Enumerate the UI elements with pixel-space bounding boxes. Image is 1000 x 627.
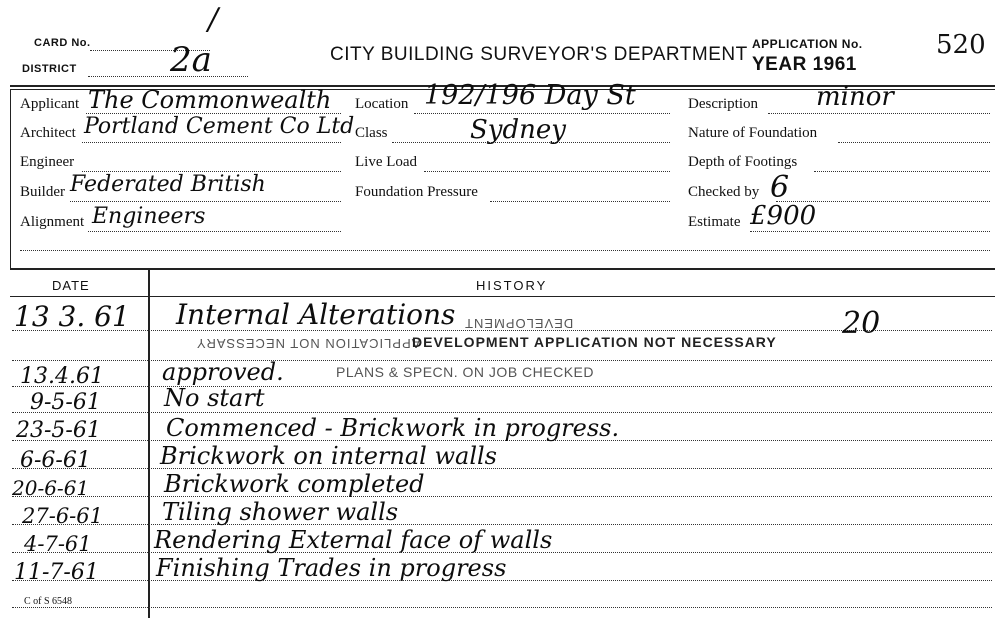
alignment-value: Engineers (92, 204, 206, 229)
history-date: 27-6-61 (22, 504, 103, 528)
description-value: minor (816, 82, 894, 112)
description-line (768, 113, 990, 114)
stamp-plans-checked: PLANS & SPECN. ON JOB CHECKED (336, 364, 595, 380)
card-no-label: CARD No. (34, 37, 91, 49)
architect-value: Portland Cement Co Ltd (84, 114, 355, 139)
estimate-label: Estimate (688, 214, 741, 230)
history-top-rule (10, 268, 995, 270)
depth-line (814, 171, 990, 172)
builder-value: Federated British (70, 172, 266, 197)
date-header: DATE (52, 278, 90, 293)
alignment-line (88, 231, 341, 232)
history-line (12, 496, 992, 497)
checked-value: 6 (770, 170, 790, 205)
history-column-divider (148, 268, 150, 618)
history-date: 4-7-61 (24, 532, 92, 556)
details-left-border (10, 89, 11, 269)
history-date: 13.4.61 (20, 364, 104, 389)
year-label: YEAR 1961 (752, 54, 857, 75)
application-label: APPLICATION No. (752, 37, 863, 51)
class-value: Sydney (470, 115, 566, 145)
depth-label: Depth of Footings (688, 154, 798, 170)
history-entry: approved. (162, 358, 284, 386)
history-date: 20-6-61 (12, 476, 90, 500)
history-line (12, 607, 992, 608)
district-line (88, 76, 248, 77)
alignment-label: Alignment (20, 214, 85, 230)
history-entry: Brickwork completed (164, 470, 425, 498)
foundation-pressure-line (490, 201, 670, 202)
architect-label: Architect (20, 125, 76, 141)
department-title: CITY BUILDING SURVEYOR'S DEPARTMENT (330, 44, 748, 65)
location-line (414, 113, 670, 114)
stamp-development: DEVELOPMENT APPLICATION NOT NECESSARY (412, 334, 777, 350)
nature-label: Nature of Foundation (688, 125, 818, 141)
location-value: 192/196 Day St (424, 80, 636, 111)
history-line (12, 386, 992, 387)
live-load-line (424, 171, 670, 172)
history-entry: Internal Alterations (176, 298, 456, 331)
history-date: 23-5-61 (16, 418, 101, 443)
history-header-rule (10, 296, 995, 297)
history-entry: No start (164, 384, 265, 412)
history-entry: Rendering External face of walls (154, 526, 553, 554)
checked-label: Checked by (688, 184, 760, 200)
details-spare-line (20, 250, 990, 251)
history-line (12, 468, 992, 469)
history-line (12, 412, 992, 413)
history-date: 9-5-61 (30, 390, 101, 415)
location-label: Location (355, 96, 409, 112)
nature-line (838, 142, 990, 143)
applicant-label: Applicant (20, 96, 80, 112)
history-entry: Brickwork on internal walls (160, 442, 497, 470)
history-line (12, 360, 992, 361)
history-entry: Finishing Trades in progress (156, 554, 507, 582)
margin-note: 20 (842, 306, 881, 341)
estimate-line (750, 231, 990, 232)
description-label: Description (688, 96, 758, 112)
district-value: 2a (170, 40, 212, 80)
class-label: Class (355, 125, 388, 141)
foundation-pressure-label: Foundation Pressure (355, 184, 478, 200)
corner-mark: / (208, 2, 219, 37)
history-header: HISTORY (476, 278, 548, 293)
architect-line (82, 142, 341, 143)
history-date: 13 3. 61 (14, 300, 130, 333)
builder-line (70, 201, 341, 202)
applicant-value: The Commonwealth (88, 86, 332, 114)
history-entry: Commenced - Brickwork in progress. (166, 414, 620, 442)
form-code: C of S 6548 (24, 596, 73, 607)
stamp-inverted-bottom: APPLICATION NOT NECESSARY (196, 336, 421, 351)
history-line (12, 524, 992, 525)
history-date: 11-7-61 (14, 560, 99, 585)
history-date: 6-6-61 (20, 448, 91, 473)
stamp-inverted-top: DEVELOPMENT (464, 316, 574, 331)
district-label: DISTRICT (22, 63, 77, 75)
history-entry: Tiling shower walls (162, 498, 399, 526)
builder-label: Builder (20, 184, 65, 200)
engineer-label: Engineer (20, 154, 75, 170)
live-load-label: Live Load (355, 154, 418, 170)
application-number: 520 (936, 30, 986, 60)
estimate-value: £900 (750, 201, 817, 231)
